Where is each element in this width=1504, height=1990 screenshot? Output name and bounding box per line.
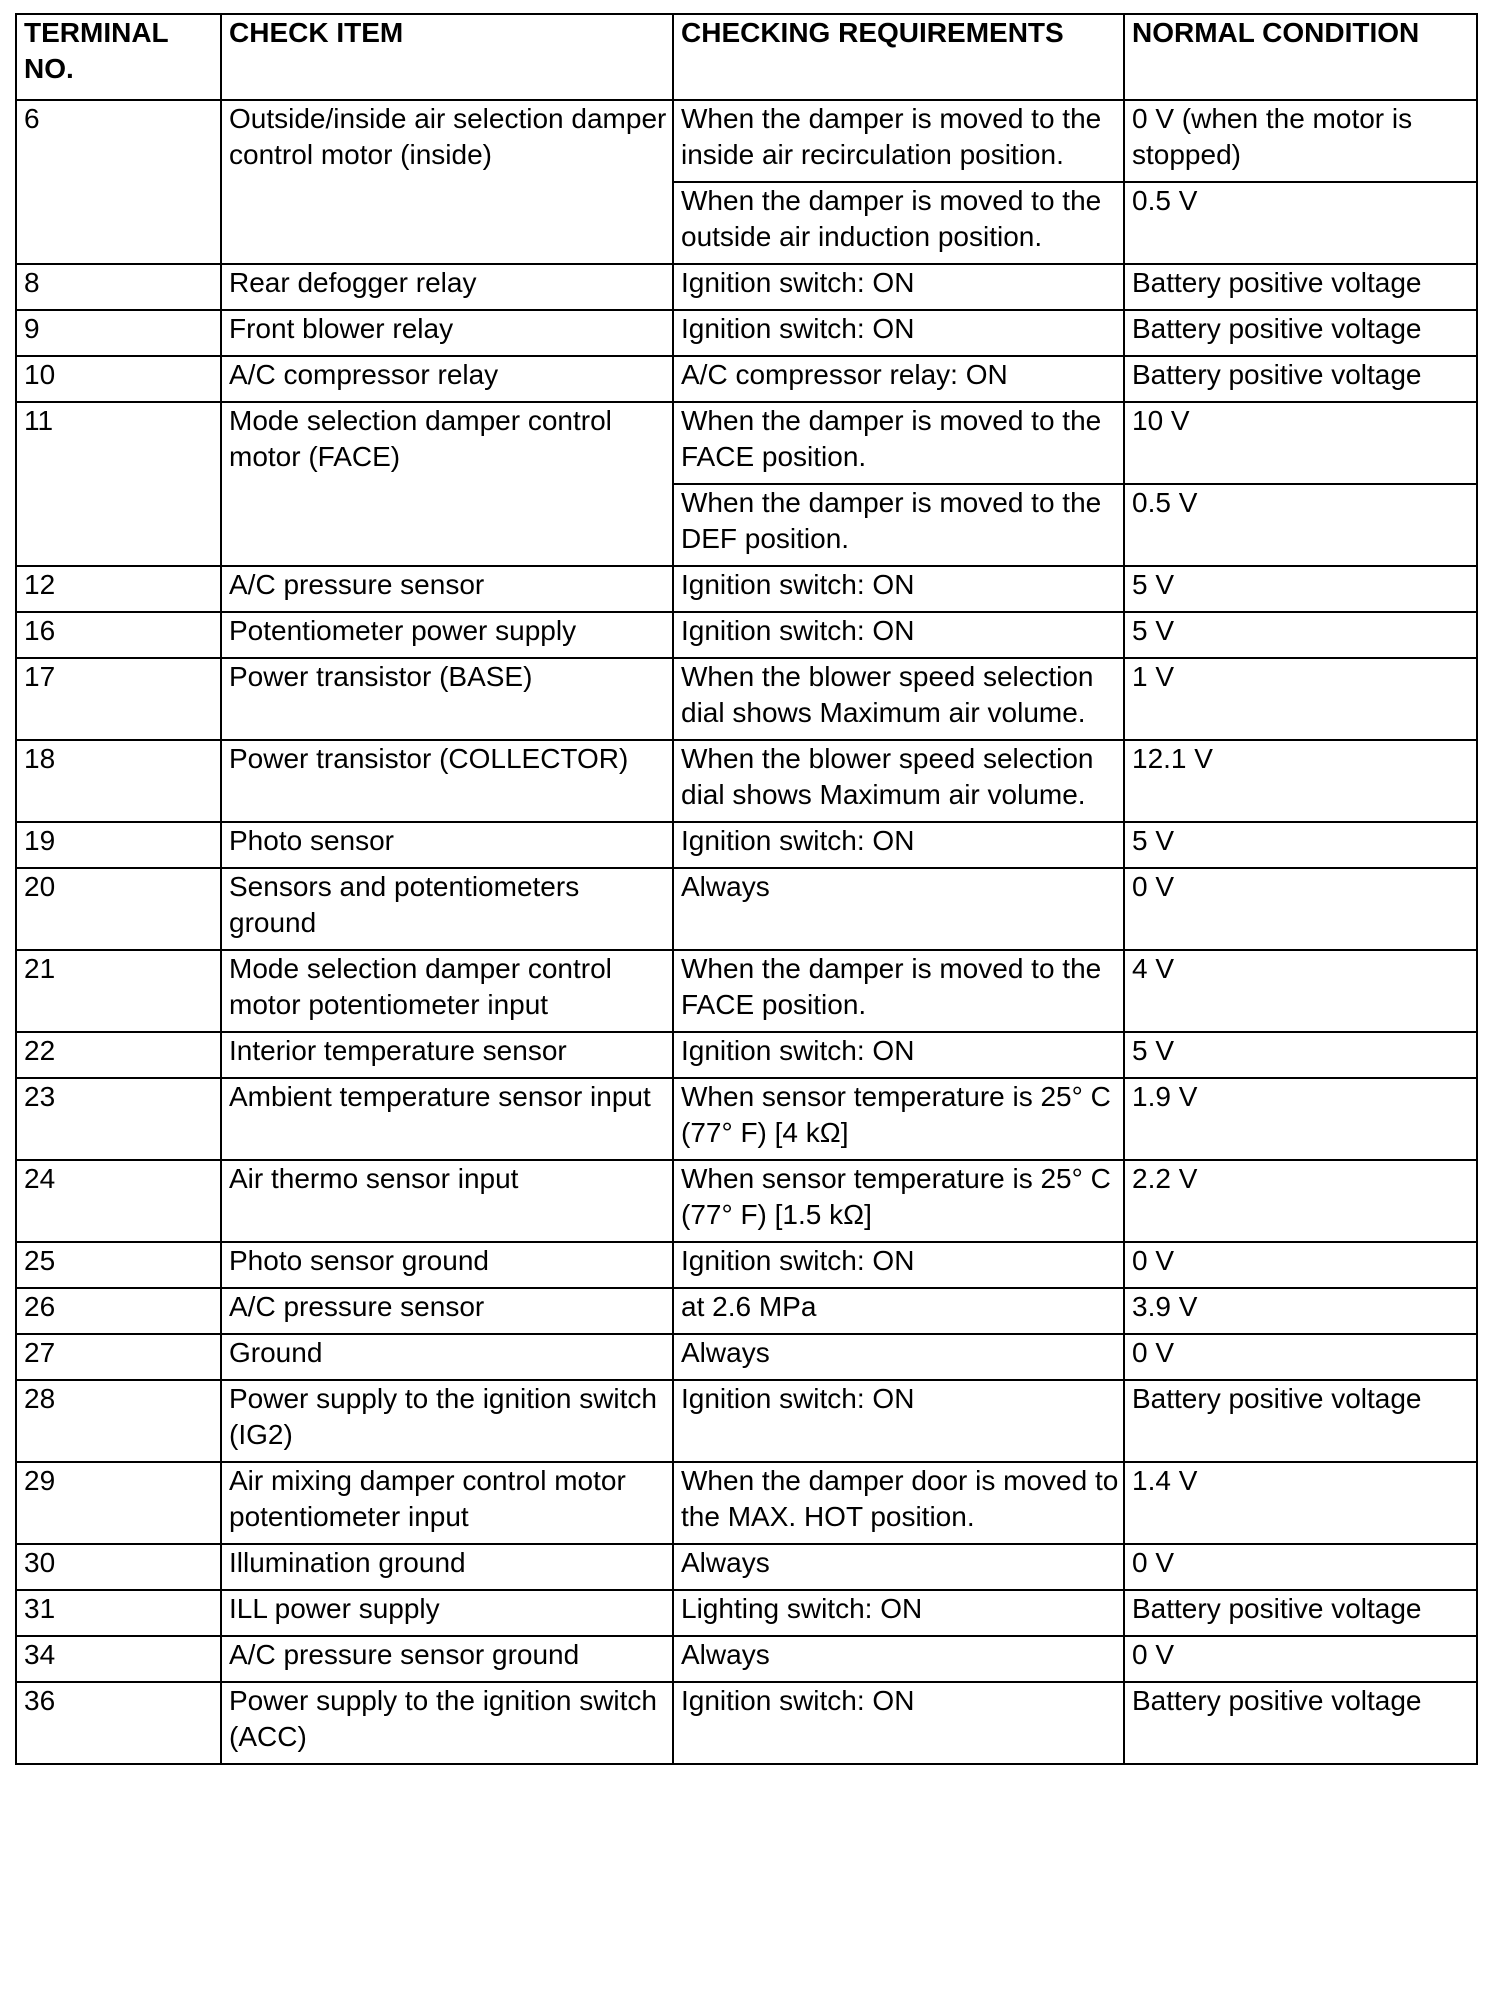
terminal-no-cell: 24: [16, 1160, 221, 1242]
check-item-cell: Rear defogger relay: [221, 264, 673, 310]
checking-requirement-cell: When the blower speed selection dial shows Maximum air volume.: [673, 658, 1124, 740]
normal-condition-cell: 12.1 V: [1124, 740, 1477, 822]
checking-requirement-cell: Ignition switch: ON: [673, 1032, 1124, 1078]
terminal-no-cell: 8: [16, 264, 221, 310]
check-item-cell: A/C pressure sensor: [221, 566, 673, 612]
check-item-cell: Mode selection damper control motor (FACE): [221, 402, 673, 566]
table-row: [16, 100, 1477, 182]
table-row: [16, 1288, 1477, 1334]
header-row: [16, 14, 1477, 100]
normal-condition-cell: 4 V: [1124, 950, 1477, 1032]
normal-condition-cell: 0.5 V: [1124, 182, 1477, 264]
table-row: [16, 1462, 1477, 1544]
check-item-cell: A/C pressure sensor: [221, 1288, 673, 1334]
normal-condition-cell: 0 V: [1124, 868, 1477, 950]
terminal-no-cell: 34: [16, 1636, 221, 1682]
checking-requirement-cell: When the damper door is moved to the MAX. HOT position.: [673, 1462, 1124, 1544]
checking-requirement-cell: Ignition switch: ON: [673, 310, 1124, 356]
table-row: [16, 1590, 1477, 1636]
normal-condition-cell: 0 V: [1124, 1544, 1477, 1590]
check-item-cell: Potentiometer power supply: [221, 612, 673, 658]
check-item-cell: Power supply to the ignition switch (ACC): [221, 1682, 673, 1764]
header-normal-condition: NORMAL CONDITION: [1124, 14, 1477, 100]
header-checking-requirements: CHECKING REQUIREMENTS: [673, 14, 1124, 100]
terminal-no-cell: 6: [16, 100, 221, 264]
check-item-cell: Power supply to the ignition switch (IG2): [221, 1380, 673, 1462]
table-row: [16, 1544, 1477, 1590]
checking-requirement-cell: Ignition switch: ON: [673, 1682, 1124, 1764]
table-row: [16, 868, 1477, 950]
normal-condition-cell: 5 V: [1124, 612, 1477, 658]
check-item-cell: Power transistor (BASE): [221, 658, 673, 740]
table-row: [16, 822, 1477, 868]
normal-condition-cell: Battery positive voltage: [1124, 310, 1477, 356]
table-row: [16, 1636, 1477, 1682]
check-item-cell: Air thermo sensor input: [221, 1160, 673, 1242]
table-row: [16, 950, 1477, 1032]
table-header: [16, 14, 1477, 100]
checking-requirement-cell: A/C compressor relay: ON: [673, 356, 1124, 402]
table-row: [16, 740, 1477, 822]
checking-requirement-cell: at 2.6 MPa: [673, 1288, 1124, 1334]
checking-requirement-cell: Ignition switch: ON: [673, 1242, 1124, 1288]
checking-requirement-cell: When sensor temperature is 25° C (77° F) [4 kΩ]: [673, 1078, 1124, 1160]
checking-requirement-cell: Ignition switch: ON: [673, 264, 1124, 310]
normal-condition-cell: 0 V: [1124, 1636, 1477, 1682]
header-check-item: CHECK ITEM: [221, 14, 673, 100]
normal-condition-cell: Battery positive voltage: [1124, 356, 1477, 402]
table-row: [16, 310, 1477, 356]
normal-condition-cell: Battery positive voltage: [1124, 1380, 1477, 1462]
normal-condition-cell: 5 V: [1124, 566, 1477, 612]
table-row: [16, 1242, 1477, 1288]
checking-requirement-cell: Ignition switch: ON: [673, 1380, 1124, 1462]
check-item-cell: Ground: [221, 1334, 673, 1380]
terminal-no-cell: 23: [16, 1078, 221, 1160]
terminal-no-cell: 11: [16, 402, 221, 566]
terminal-no-cell: 10: [16, 356, 221, 402]
table-row: [16, 1160, 1477, 1242]
normal-condition-cell: 3.9 V: [1124, 1288, 1477, 1334]
check-item-cell: A/C pressure sensor ground: [221, 1636, 673, 1682]
check-item-cell: Front blower relay: [221, 310, 673, 356]
table-row: [16, 1032, 1477, 1078]
terminal-check-table: [15, 13, 1478, 1765]
check-item-cell: Ambient temperature sensor input: [221, 1078, 673, 1160]
terminal-no-cell: 31: [16, 1590, 221, 1636]
checking-requirement-cell: When the damper is moved to the FACE position.: [673, 950, 1124, 1032]
terminal-no-cell: 17: [16, 658, 221, 740]
checking-requirement-cell: When the damper is moved to the outside air induction position.: [673, 182, 1124, 264]
table-body: [16, 100, 1477, 1764]
checking-requirement-cell: Ignition switch: ON: [673, 566, 1124, 612]
terminal-no-cell: 12: [16, 566, 221, 612]
table-row: [16, 612, 1477, 658]
terminal-no-cell: 27: [16, 1334, 221, 1380]
normal-condition-cell: 1 V: [1124, 658, 1477, 740]
normal-condition-cell: 0.5 V: [1124, 484, 1477, 566]
terminal-no-cell: 25: [16, 1242, 221, 1288]
check-item-cell: Interior temperature sensor: [221, 1032, 673, 1078]
table-row: [16, 264, 1477, 310]
checking-requirement-cell: Always: [673, 868, 1124, 950]
terminal-no-cell: 21: [16, 950, 221, 1032]
checking-requirement-cell: When the damper is moved to the inside air recirculation position.: [673, 100, 1124, 182]
check-item-cell: Air mixing damper control motor potentiometer input: [221, 1462, 673, 1544]
checking-requirement-cell: Always: [673, 1334, 1124, 1380]
checking-requirement-cell: Lighting switch: ON: [673, 1590, 1124, 1636]
table-row: [16, 1380, 1477, 1462]
table-row: [16, 356, 1477, 402]
check-item-cell: Power transistor (COLLECTOR): [221, 740, 673, 822]
checking-requirement-cell: When sensor temperature is 25° C (77° F) [1.5 kΩ]: [673, 1160, 1124, 1242]
terminal-no-cell: 9: [16, 310, 221, 356]
checking-requirement-cell: When the damper is moved to the FACE position.: [673, 402, 1124, 484]
normal-condition-cell: Battery positive voltage: [1124, 264, 1477, 310]
terminal-no-cell: 16: [16, 612, 221, 658]
normal-condition-cell: 2.2 V: [1124, 1160, 1477, 1242]
normal-condition-cell: 0 V (when the motor is stopped): [1124, 100, 1477, 182]
normal-condition-cell: 0 V: [1124, 1242, 1477, 1288]
checking-requirement-cell: When the blower speed selection dial shows Maximum air volume.: [673, 740, 1124, 822]
normal-condition-cell: Battery positive voltage: [1124, 1682, 1477, 1764]
check-item-cell: Mode selection damper control motor potentiometer input: [221, 950, 673, 1032]
check-item-cell: ILL power supply: [221, 1590, 673, 1636]
terminal-no-cell: 22: [16, 1032, 221, 1078]
table-row: [16, 1078, 1477, 1160]
terminal-no-cell: 26: [16, 1288, 221, 1334]
terminal-no-cell: 30: [16, 1544, 221, 1590]
normal-condition-cell: 10 V: [1124, 402, 1477, 484]
table-row: [16, 658, 1477, 740]
terminal-no-cell: 18: [16, 740, 221, 822]
check-item-cell: Illumination ground: [221, 1544, 673, 1590]
terminal-no-cell: 36: [16, 1682, 221, 1764]
check-item-cell: Sensors and potentiometers ground: [221, 868, 673, 950]
check-item-cell: A/C compressor relay: [221, 356, 673, 402]
normal-condition-cell: 5 V: [1124, 822, 1477, 868]
header-terminal-no: TERMINAL NO.: [16, 14, 221, 100]
table-row: [16, 402, 1477, 484]
terminal-no-cell: 19: [16, 822, 221, 868]
terminal-no-cell: 29: [16, 1462, 221, 1544]
normal-condition-cell: 1.9 V: [1124, 1078, 1477, 1160]
normal-condition-cell: 1.4 V: [1124, 1462, 1477, 1544]
checking-requirement-cell: Ignition switch: ON: [673, 822, 1124, 868]
checking-requirement-cell: Always: [673, 1636, 1124, 1682]
terminal-no-cell: 20: [16, 868, 221, 950]
table-row: [16, 566, 1477, 612]
check-item-cell: Photo sensor ground: [221, 1242, 673, 1288]
check-item-cell: Photo sensor: [221, 822, 673, 868]
checking-requirement-cell: Ignition switch: ON: [673, 612, 1124, 658]
checking-requirement-cell: Always: [673, 1544, 1124, 1590]
normal-condition-cell: Battery positive voltage: [1124, 1590, 1477, 1636]
check-item-cell: Outside/inside air selection damper control motor (inside): [221, 100, 673, 264]
table-row: [16, 1334, 1477, 1380]
normal-condition-cell: 5 V: [1124, 1032, 1477, 1078]
checking-requirement-cell: When the damper is moved to the DEF position.: [673, 484, 1124, 566]
terminal-no-cell: 28: [16, 1380, 221, 1462]
normal-condition-cell: 0 V: [1124, 1334, 1477, 1380]
table-row: [16, 1682, 1477, 1764]
